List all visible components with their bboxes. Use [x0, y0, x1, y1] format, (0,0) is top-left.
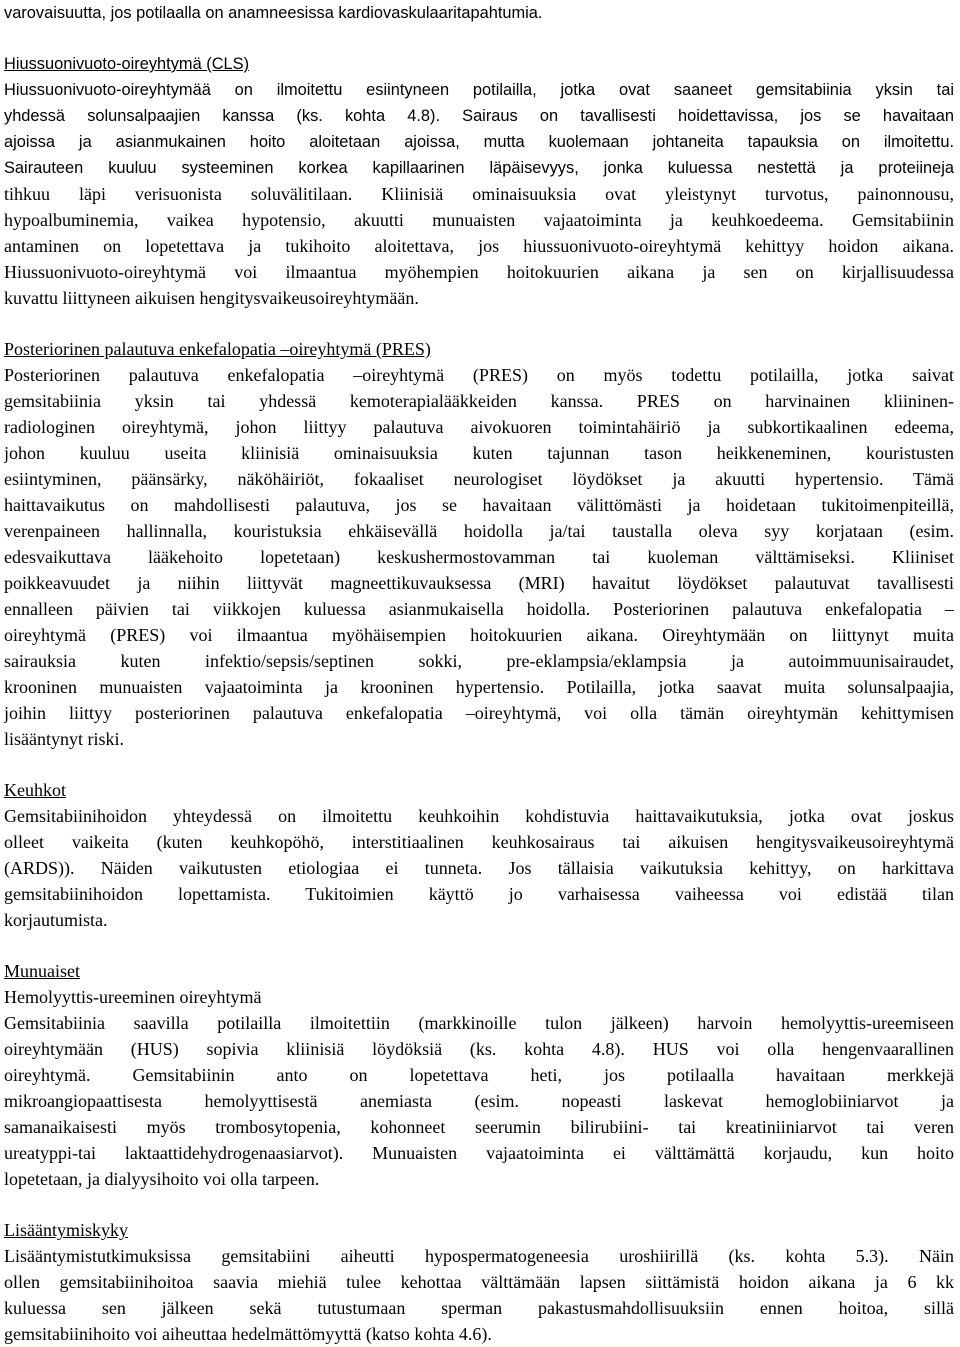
keuhkot-line-4: gemsitabiinihoidon lopettamista. Tukitoimien käyttö jo varhaisessa vaiheessa voi edistää tilan	[4, 884, 954, 904]
pres-line-12: sairauksia kuten infektio/sepsis/septinen sokki, pre-eklampsia/eklampsia ja autoimmuunisairaudet,	[4, 651, 954, 671]
munuaiset-subheading: Hemolyyttis-ureeminen oireyhtymä	[4, 987, 262, 1007]
pres-line-4: johon kuuluu useita kliinisiä ominaisuuksia kuten tajunnan tason heikkeneminen, kouristusten	[4, 443, 954, 463]
paragraph-gap	[4, 311, 954, 336]
section-heading-keuhkot: Keuhkot	[4, 780, 66, 800]
munuaiset-line-4: mikroangiopaattisesta hemolyyttisestä anemiasta (esim. nopeasti laskevat hemoglobiiniarvot ja	[4, 1091, 954, 1111]
paragraph-gap	[4, 1192, 954, 1217]
pres-line-8: edesvaikuttava lääkehoito lopetetaan) keskushermostovamman tai kuoleman välttämiseksi. Kliiniset	[4, 547, 954, 567]
section-heading-cls: Hiussuonivuoto-oireyhtymä (CLS)	[4, 55, 250, 73]
munuaiset-line-6: ureatyppi-tai laktaattidehydrogenaasiarvot). Munuaisten vajaatoiminta ei välttämättä korjaudu, kun hoito	[4, 1143, 954, 1163]
pres-line-3: radiologinen oireyhtymä, johon liittyy palautuva aivokuoren toimintahäiriö ja subkortikaalinen edeema,	[4, 417, 954, 437]
section-heading-pres: Posteriorinen palautuva enkefalopatia –oireyhtymä (PRES)	[4, 339, 431, 359]
cls-line-9: kuvattu liittyneen aikuisen hengitysvaikeusoireyhtymään.	[4, 288, 419, 308]
pres-line-1: Posteriorinen palautuva enkefalopatia –oireyhtymä (PRES) on myös todettu potilailla, jotka saivat	[4, 365, 954, 385]
paragraph-gap	[4, 933, 954, 958]
pres-line-10: ennalleen päivien tai viikkojen kuluessa asianmukaisella hoidolla. Posteriorinen palautuva enkefalopatia –	[4, 599, 954, 619]
munuaiset-line-7: lopetetaan, ja dialyysihoito voi olla tarpeen.	[4, 1169, 320, 1189]
munuaiset-line-5: samanaikaisesti myös trombosytopenia, kohonneet seerumin bilirubiini- tai kreatiniiniarvot tai veren	[4, 1117, 954, 1137]
keuhkot-line-5: korjautumista.	[4, 910, 108, 930]
pres-line-11: oireyhtymä (PRES) voi ilmaantua myöhäisempien hoitokuurien aikana. Oireyhtymään on liittynyt muita	[4, 625, 954, 645]
pres-line-14: joihin liittyy posteriorinen palautuva enkefalopatia –oireyhtymä, voi olla tämän oireyhtymän kehittymisen	[4, 703, 954, 723]
pres-line-9: poikkeavuudet ja niihin liittyvät magneettikuvauksessa (MRI) havaitut löydökset palautuvat tavallisesti	[4, 573, 954, 593]
paragraph-gap	[4, 26, 954, 51]
munuaiset-line-3: oireyhtymä. Gemsitabiinin anto on lopetettava heti, jos potilaalla havaitaan merkkejä	[4, 1065, 954, 1085]
cls-line-3: ajoissa ja asianmukainen hoito aloitetaan ajoissa, mutta kuolemaan johtaneita tapauksia on ilmoitettu.	[4, 133, 954, 151]
lisaantymiskyky-line-2: ollen gemsitabiinihoitoa saavia miehiä tulee kehottaa välttämään lapsen siittämistä hoidon aikana ja 6 kk	[4, 1272, 954, 1292]
pres-line-7: verenpaineen hallinnalla, kouristuksia ehkäisevällä hoidolla ja/tai taustalla oleva syy korjataan (esim.	[4, 521, 954, 541]
keuhkot-line-2: olleet vaikeita (kuten keuhkopöhö, interstitiaalinen keuhkosairaus tai aikuisen hengitysvaikeusoireyhtymä	[4, 832, 954, 852]
section-heading-munuaiset: Munuaiset	[4, 961, 80, 981]
lisaantymiskyky-line-1: Lisääntymistutkimuksissa gemsitabiini aiheutti hypospermatogeneesia uroshiirillä (ks. kohta 5.3). Näin	[4, 1246, 954, 1266]
intro-line: varovaisuutta, jos potilaalla on anamneesissa kardiovaskulaaritapahtumia.	[4, 4, 543, 22]
pres-line-6: haittavaikutus on mahdollisesti palautuva, jos se havaitaan välittömästi ja hoidetaan tukitoimenpiteillä,	[4, 495, 954, 515]
keuhkot-line-1: Gemsitabiinihoidon yhteydessä on ilmoitettu keuhkoihin kohdistuvia haittavaikutuksia, jotka ovat joskus	[4, 806, 954, 826]
pres-line-2: gemsitabiinia yksin tai yhdessä kemoterapialääkkeiden kanssa. PRES on harvinainen kliininen-	[4, 391, 954, 411]
cls-line-6: hypoalbuminemia, vaikea hypotensio, akuutti munuaisten vajaatoiminta ja keuhkoedeema. Gemsitabiinin	[4, 210, 954, 230]
keuhkot-line-3: (ARDS)). Näiden vaikutusten etiologiaa ei tunneta. Jos tällaisia vaikutuksia kehittyy, on harkittava	[4, 858, 954, 878]
munuaiset-line-2: oireyhtymään (HUS) sopivia kliinisiä löydöksiä (ks. kohta 4.8). HUS voi olla hengenvaarallinen	[4, 1039, 954, 1059]
cls-line-5: tihkuu läpi verisuonista soluvälitilaan. Kliinisiä ominaisuuksia ovat yleistynyt turvotus, painonnousu,	[4, 184, 954, 204]
paragraph-gap	[4, 752, 954, 777]
lisaantymiskyky-line-3: kuluessa sen jälkeen sekä tutustumaan sperman pakastusmahdollisuuksiin ennen hoitoa, sillä	[4, 1298, 954, 1318]
pres-line-15: lisääntynyt riski.	[4, 729, 124, 749]
cls-line-2: yhdessä solunsalpaajien kanssa (ks. kohta 4.8). Sairaus on tavallisesti hoidettavissa, jos se havaitaan	[4, 107, 954, 125]
cls-line-1: Hiussuonivuoto-oireyhtymää on ilmoitettu esiintyneen potilailla, jotka ovat saaneet gemsitabiinia yksin tai	[4, 81, 954, 99]
section-heading-lisaantymiskyky: Lisääntymiskyky	[4, 1220, 128, 1240]
cls-line-4: Sairauteen kuuluu systeeminen korkea kapillaarinen läpäisevyys, jonka kuluessa nestettä ja proteiineja	[4, 159, 954, 177]
lisaantymiskyky-line-4: gemsitabiinihoito voi aiheuttaa hedelmättömyyttä (katso kohta 4.6).	[4, 1324, 492, 1344]
document-page	[4, 0, 954, 1347]
pres-line-13: krooninen munuaisten vajaatoiminta ja krooninen hypertensio. Potilailla, jotka saavat muita solunsalpaajia,	[4, 677, 954, 697]
pres-line-5: esiintyminen, päänsärky, näköhäiriöt, fokaaliset neurologiset löydökset ja akuutti hypertensio. Tämä	[4, 469, 954, 489]
cls-line-8: Hiussuonivuoto-oireyhtymä voi ilmaantua myöhempien hoitokuurien aikana ja sen on kirjallisuudessa	[4, 262, 954, 282]
cls-line-7: antaminen on lopetettava ja tukihoito aloitettava, jos hiussuonivuoto-oireyhtymä kehittyy hoidon aikana.	[4, 236, 954, 256]
munuaiset-line-1: Gemsitabiinia saavilla potilailla ilmoitettiin (markkinoille tulon jälkeen) harvoin hemolyyttis-ureemiseen	[4, 1013, 954, 1033]
